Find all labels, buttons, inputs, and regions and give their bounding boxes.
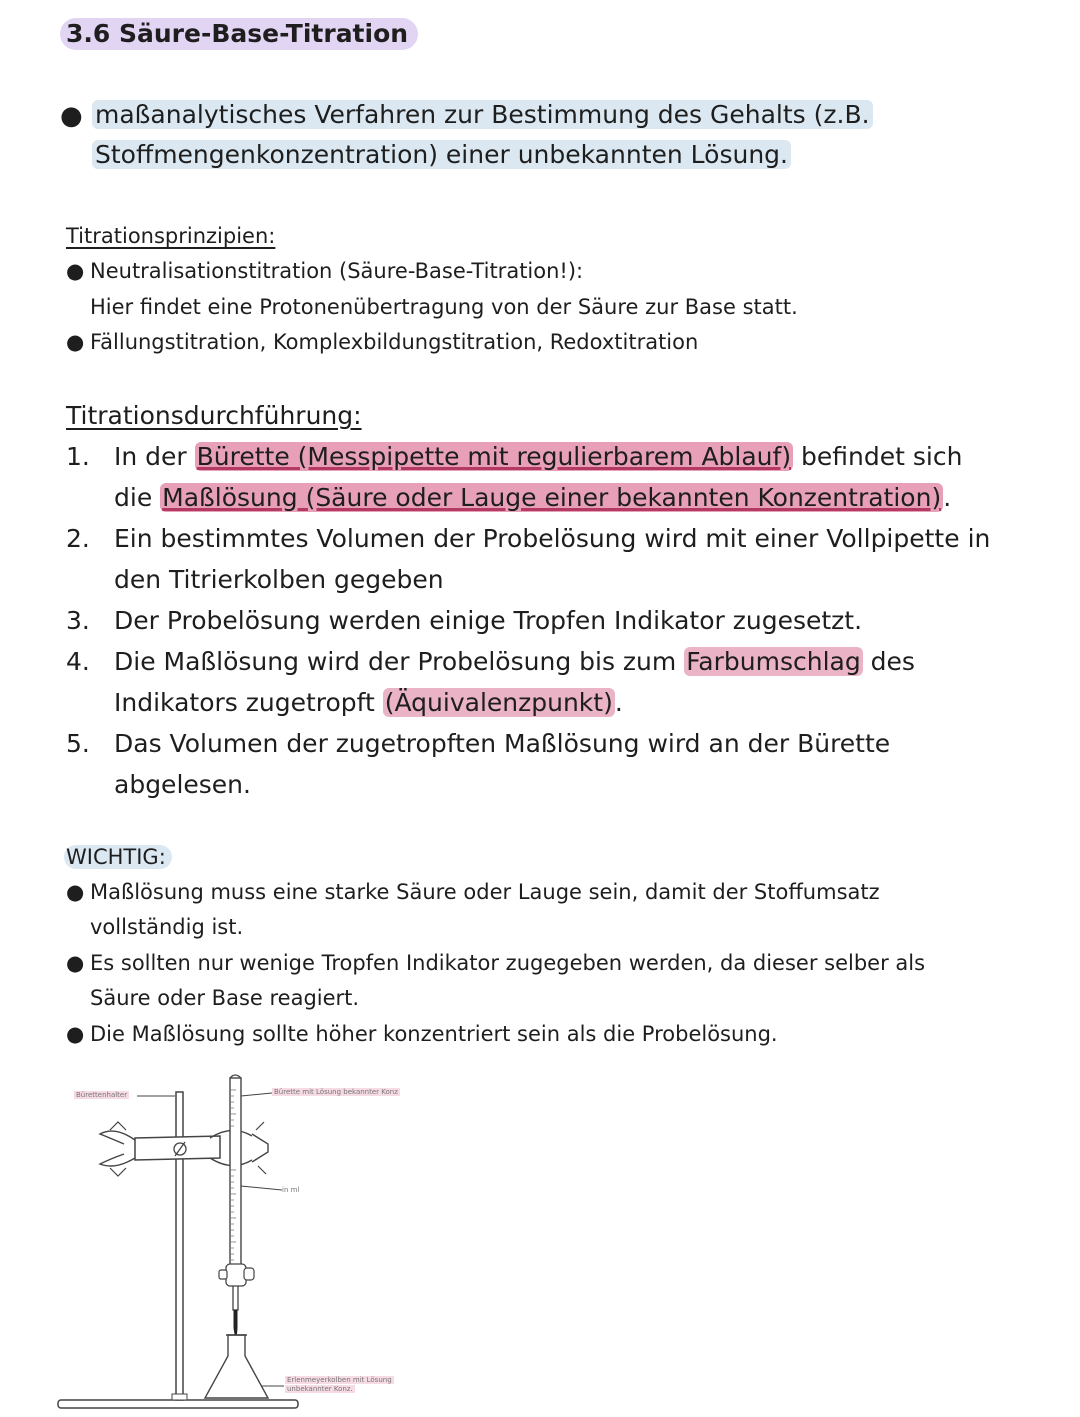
label-burettenhalter: Bürettenhalter xyxy=(76,1091,128,1099)
important-heading: WICHTIG: xyxy=(64,840,172,876)
page-title: 3.6 Säure-Base-Titration xyxy=(60,18,418,50)
titration-diagram xyxy=(0,1060,460,1417)
intro-line-2: Stoffmengenkonzentration) einer unbekannten Lösung. xyxy=(92,140,791,169)
procedure-heading: Titrationsdurchführung: xyxy=(66,401,362,430)
stopcock xyxy=(226,1264,246,1286)
principles-item-2-text: Fällungstitration, Komplexbildungstitration, Redoxtitration xyxy=(90,330,699,354)
highlight-aquivalenzpunkt: (Äquivalenzpunkt) xyxy=(384,688,613,717)
highlight-masslosung: Maßlösung (Säure oder Lauge einer bekannten Konzentration) xyxy=(162,483,942,512)
principles-heading: Titrationsprinzipien: xyxy=(66,224,276,248)
stand-base xyxy=(58,1400,298,1408)
label-unit: in ml xyxy=(282,1186,300,1194)
principles-item-1-line-1: Neutralisationstitration (Säure-Base-Titration!): xyxy=(90,259,584,283)
highlight-burette: Bürette (Messpipette mit regulierbarem Ablauf) xyxy=(196,442,792,471)
label-burette: Bürette mit Lösung bekannter Konz xyxy=(274,1088,398,1096)
highlight-farbumschlag: Farbumschlag xyxy=(686,647,861,676)
erlenmeyer-flask xyxy=(205,1335,268,1398)
principles-item-1-line-2: Hier findet eine Protonenübertragung von der Säure zur Base statt. xyxy=(90,295,798,319)
label-erlenmeyer: Erlenmeyerkolben mit Lösung unbekannter Konz. xyxy=(287,1376,392,1393)
intro-line-1: maßanalytisches Verfahren zur Bestimmung des Gehalts (z.B. xyxy=(92,100,873,129)
principles-section xyxy=(66,218,275,254)
